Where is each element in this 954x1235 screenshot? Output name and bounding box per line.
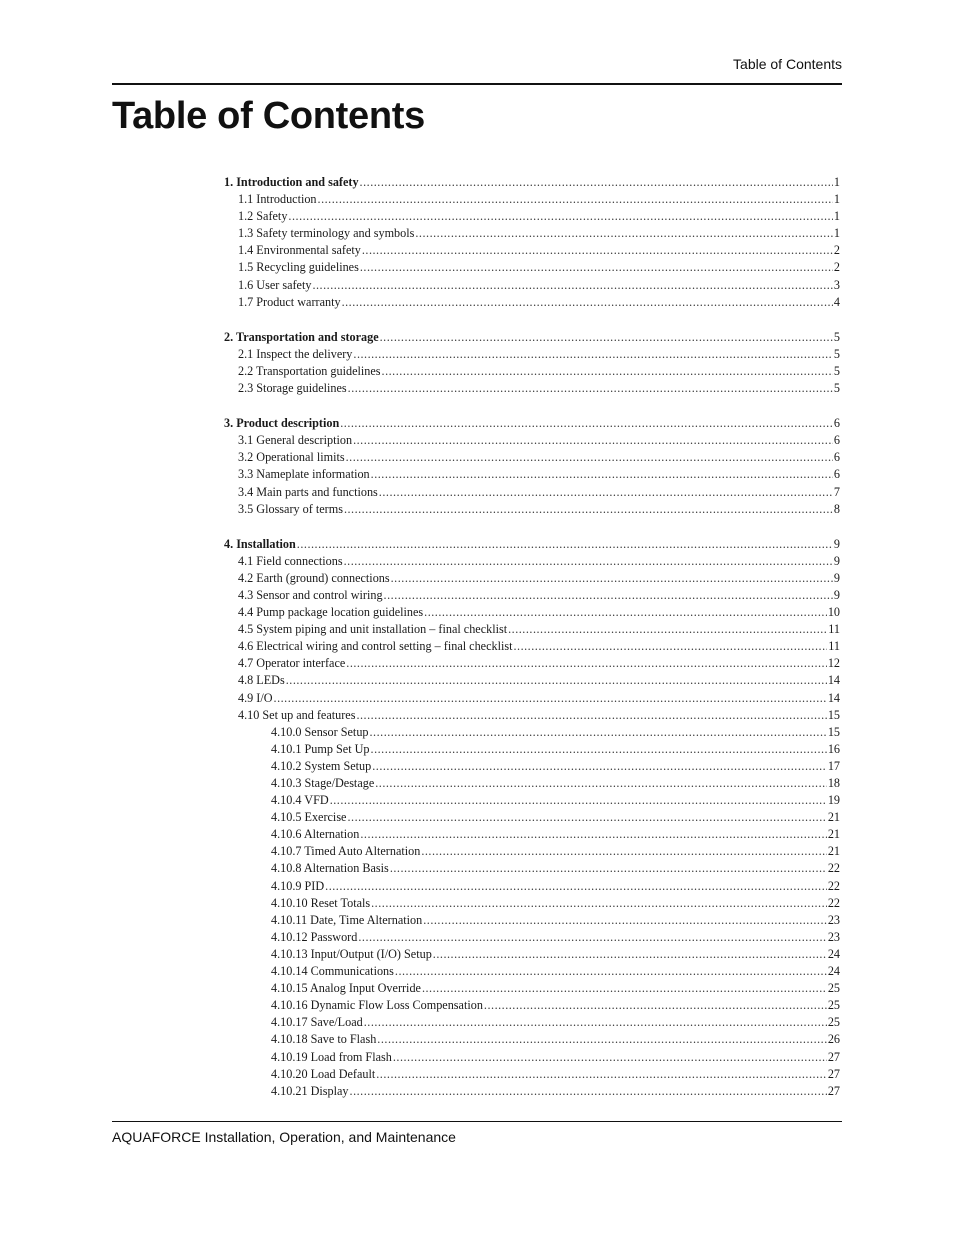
footer-rule [112, 1121, 842, 1122]
toc-page-number: 9 [833, 536, 840, 551]
dot-leader [342, 294, 833, 311]
toc-entry[interactable] [224, 946, 840, 963]
dot-leader [423, 912, 827, 929]
dot-leader [393, 1049, 827, 1066]
dot-leader [391, 570, 833, 587]
toc-entry[interactable] [224, 225, 840, 242]
toc-entry[interactable] [224, 843, 840, 860]
dot-leader [312, 277, 832, 294]
toc-page-number: 5 [833, 346, 840, 361]
dot-leader [360, 174, 833, 191]
toc-entry[interactable] [224, 1014, 840, 1031]
toc-entry-title: 2. Transportation and storage [224, 329, 379, 344]
running-header: Table of Contents [733, 56, 842, 72]
toc-entry[interactable] [224, 758, 840, 775]
toc-entry-title: 1.6 User safety [238, 277, 312, 292]
toc-entry[interactable] [224, 208, 840, 225]
toc-page-number: 21 [827, 844, 840, 859]
toc-entry-title: 2.1 Inspect the delivery [238, 346, 353, 361]
toc-page-number: 22 [827, 861, 840, 876]
toc-page-number: 15 [827, 724, 840, 739]
toc-page-number: 25 [827, 1015, 840, 1030]
dot-leader [364, 1014, 827, 1031]
toc-entry-title: 3.4 Main parts and functions [238, 484, 378, 499]
dot-leader [360, 826, 826, 843]
toc-entry[interactable] [224, 860, 840, 877]
page-title: Table of Contents [112, 95, 425, 137]
toc-page-number: 14 [827, 690, 840, 705]
toc-entry-title: 4.10.20 Load Default [271, 1066, 376, 1081]
toc-entry[interactable] [224, 363, 840, 380]
toc-entry-title: 4.10.2 System Setup [271, 758, 372, 773]
toc-page-number: 23 [827, 912, 840, 927]
dot-leader [340, 415, 833, 432]
dot-leader [330, 792, 827, 809]
toc-page-number: 27 [827, 1083, 840, 1098]
dot-leader [377, 1031, 827, 1048]
toc-entry-title: 4.6 Electrical wiring and control setting – final checklist [238, 639, 513, 654]
toc-entry[interactable] [224, 1031, 840, 1048]
dot-leader [346, 449, 833, 466]
dot-leader [358, 929, 826, 946]
toc-entry-title: 4.10.15 Analog Input Override [271, 981, 421, 996]
toc-entry[interactable] [224, 672, 840, 689]
toc-entry[interactable] [224, 775, 840, 792]
dot-leader [325, 878, 827, 895]
toc-entry-title: 3. Product description [224, 416, 340, 431]
toc-entry-title: 1.3 Safety terminology and symbols [238, 226, 415, 241]
toc-page-number: 18 [827, 776, 840, 790]
dot-leader [433, 946, 827, 963]
toc-entry-title: 4.10.10 Reset Totals [271, 895, 371, 910]
dot-leader [350, 1083, 827, 1100]
toc-page-number: 26 [827, 1032, 840, 1047]
toc-entry[interactable] [224, 895, 840, 912]
toc-page-number: 23 [827, 929, 840, 944]
toc-page-number: 27 [827, 1049, 840, 1064]
dot-leader [421, 843, 827, 860]
toc-page-number: 22 [827, 895, 840, 910]
toc-entry[interactable] [224, 329, 840, 346]
toc-entry-title: 3.5 Glossary of terms [238, 501, 343, 516]
dot-leader [375, 775, 827, 792]
toc-entry[interactable] [224, 963, 840, 980]
dot-leader [372, 758, 827, 775]
toc-entry[interactable] [224, 1049, 840, 1066]
toc-entry[interactable] [224, 259, 840, 276]
toc-entry[interactable] [224, 912, 840, 929]
toc-entry[interactable] [224, 1066, 840, 1083]
toc-page-number: 5 [833, 363, 840, 378]
toc-page-number: 3 [833, 277, 840, 292]
toc-entry-title: 1.4 Environmental safety [238, 243, 361, 258]
dot-leader [318, 191, 833, 208]
toc-entry-title: 4.10 Set up and features [238, 707, 356, 722]
dot-leader [422, 980, 827, 997]
toc-page-number: 8 [833, 501, 840, 516]
toc-entry[interactable] [224, 191, 840, 208]
dot-leader [424, 604, 827, 621]
toc-page-number: 2 [833, 243, 840, 258]
toc-page-number: 21 [827, 810, 840, 825]
toc-entry-title: 1.2 Safety [238, 209, 288, 224]
toc-page-number: 7 [833, 484, 840, 499]
dot-leader [344, 501, 833, 518]
toc-entry[interactable] [224, 294, 840, 311]
toc-page-number: 24 [827, 964, 840, 979]
toc-entry-title: 4.10.19 Load from Flash [271, 1049, 392, 1064]
toc-entry-title: 4.10.12 Password [271, 929, 358, 944]
dot-leader [286, 672, 827, 689]
toc-page-number: 4 [833, 294, 840, 309]
toc-entry[interactable] [224, 809, 840, 826]
toc-entry[interactable] [224, 466, 840, 483]
toc-page-number: 2 [833, 260, 840, 275]
toc-entry[interactable] [224, 655, 840, 672]
toc-page-number: 25 [827, 998, 840, 1013]
toc-entry-title: 4.10.16 Dynamic Flow Loss Compensation [271, 998, 483, 1013]
toc-entry[interactable] [224, 638, 840, 655]
dot-leader [376, 1066, 827, 1083]
dot-leader [382, 363, 833, 380]
toc-entry-title: 2.3 Storage guidelines [238, 381, 347, 396]
dot-leader [371, 741, 827, 758]
footer-title: AQUAFORCE Installation, Operation, and Maintenance [112, 1129, 456, 1145]
toc-entry-title: 4.10.0 Sensor Setup [271, 724, 369, 739]
dot-leader [395, 963, 827, 980]
toc-page-number: 1 [833, 226, 840, 241]
toc-entry[interactable] [224, 826, 840, 843]
toc-entry-title: 4.10.5 Exercise [271, 810, 347, 825]
dot-leader [348, 380, 833, 397]
toc-page-number: 6 [833, 433, 840, 448]
toc-entry-title: 4.10.3 Stage/Destage [271, 776, 375, 790]
toc-page-number: 21 [827, 827, 840, 842]
toc-entry[interactable] [224, 690, 840, 707]
toc-entry-title: 4.10.6 Alternation [271, 827, 360, 842]
toc-entry-title: 4.10.9 PID [271, 878, 325, 893]
toc-entry[interactable] [224, 621, 840, 638]
toc-page-number: 1 [833, 175, 840, 189]
toc-entry-title: 1.1 Introduction [238, 192, 317, 207]
toc-page-number: 25 [827, 981, 840, 996]
dot-leader [371, 466, 833, 483]
toc-entry-title: 4.7 Operator interface [238, 656, 346, 671]
toc-page-number: 22 [827, 878, 840, 893]
toc-entry[interactable] [224, 792, 840, 809]
toc-entry-title: 4.2 Earth (ground) connections [238, 570, 390, 585]
toc-page-number: 24 [827, 946, 840, 961]
toc-entry[interactable] [224, 484, 840, 501]
toc-entry[interactable] [224, 553, 840, 570]
toc-entry[interactable] [224, 570, 840, 587]
dot-leader [274, 690, 827, 707]
toc-entry-title: 4.10.14 Communications [271, 964, 394, 979]
toc-page-number: 9 [833, 570, 840, 585]
toc-page-number: 15 [827, 707, 840, 722]
toc-page-number: 5 [833, 381, 840, 396]
toc-entry[interactable] [224, 878, 840, 895]
dot-leader [360, 259, 833, 276]
toc-entry[interactable] [224, 724, 840, 741]
toc-entry[interactable] [224, 929, 840, 946]
dot-leader [371, 895, 827, 912]
toc-page-number: 14 [827, 673, 840, 688]
toc-page-number: 1 [833, 192, 840, 207]
toc-page-number: 12 [827, 656, 840, 671]
toc-entry[interactable] [224, 604, 840, 621]
toc-page-number: 5 [833, 329, 840, 344]
toc-entry-title: 4.10.7 Timed Auto Alternation [271, 844, 421, 859]
table-of-contents [224, 174, 840, 1100]
toc-entry[interactable] [224, 1083, 840, 1100]
dot-leader [288, 208, 832, 225]
dot-leader [370, 724, 827, 741]
toc-entry[interactable] [224, 741, 840, 758]
toc-entry-title: 4.8 LEDs [238, 673, 285, 688]
toc-entry-title: 4.10.21 Display [271, 1083, 349, 1098]
dot-leader [353, 432, 833, 449]
toc-page-number: 6 [833, 467, 840, 482]
toc-entry[interactable] [224, 707, 840, 724]
toc-entry-title: 4.10.11 Date, Time Alternation [271, 912, 423, 927]
toc-page-number: 19 [827, 793, 840, 808]
dot-leader [508, 621, 827, 638]
dot-leader [513, 638, 827, 655]
toc-page-number: 11 [828, 639, 840, 654]
toc-entry[interactable] [224, 380, 840, 397]
dot-leader [353, 346, 833, 363]
toc-page-number: 16 [827, 741, 840, 756]
toc-page-number: 27 [827, 1066, 840, 1081]
toc-page-number: 6 [833, 450, 840, 465]
toc-entry[interactable] [224, 415, 840, 432]
toc-entry[interactable] [224, 432, 840, 449]
toc-entry-title: 4.10.17 Save/Load [271, 1015, 363, 1030]
toc-entry[interactable] [224, 536, 840, 553]
toc-entry[interactable] [224, 277, 840, 294]
toc-entry[interactable] [224, 501, 840, 518]
dot-leader [297, 536, 833, 553]
dot-leader [379, 484, 833, 501]
toc-entry-title: 2.2 Transportation guidelines [238, 363, 381, 378]
toc-entry-title: 3.2 Operational limits [238, 450, 345, 465]
toc-page-number: 17 [827, 758, 840, 773]
toc-page-number: 11 [828, 622, 840, 637]
toc-page-number: 10 [827, 605, 840, 620]
toc-entry-title: 4.10.13 Input/Output (I/O) Setup [271, 946, 432, 961]
dot-leader [415, 225, 833, 242]
toc-page-number: 9 [833, 553, 840, 568]
toc-entry-title: 3.3 Nameplate information [238, 467, 370, 482]
toc-entry-title: 4. Installation [224, 536, 296, 551]
dot-leader [346, 655, 827, 672]
toc-entry-title: 4.4 Pump package location guidelines [238, 605, 424, 620]
dot-leader [380, 329, 833, 346]
toc-entry-title: 1.5 Recycling guidelines [238, 260, 359, 275]
toc-entry[interactable] [224, 449, 840, 466]
dot-leader [384, 587, 833, 604]
dot-leader [356, 707, 826, 724]
toc-entry-title: 4.3 Sensor and control wiring [238, 587, 383, 602]
toc-entry-title: 4.1 Field connections [238, 553, 343, 568]
header-rule [112, 83, 842, 85]
dot-leader [347, 809, 826, 826]
dot-leader [484, 997, 827, 1014]
toc-entry[interactable] [224, 242, 840, 259]
toc-entry[interactable] [224, 346, 840, 363]
toc-entry[interactable] [224, 174, 840, 191]
toc-entry-title: 4.9 I/O [238, 690, 273, 705]
toc-entry[interactable] [224, 587, 840, 604]
toc-entry[interactable] [224, 980, 840, 997]
toc-page-number: 6 [833, 416, 840, 431]
toc-entry-title: 4.10.1 Pump Set Up [271, 741, 370, 756]
toc-entry-title: 1. Introduction and safety [224, 175, 359, 189]
toc-entry-title: 4.10.8 Alternation Basis [271, 861, 389, 876]
toc-page-number: 1 [833, 209, 840, 224]
dot-leader [390, 860, 827, 877]
toc-page-number: 9 [833, 587, 840, 602]
toc-entry-title: 1.7 Product warranty [238, 294, 341, 309]
toc-entry-title: 4.5 System piping and unit installation – final checklist [238, 622, 508, 637]
toc-entry-title: 4.10.18 Save to Flash [271, 1032, 377, 1047]
toc-entry-title: 3.1 General description [238, 433, 353, 448]
toc-entry[interactable] [224, 997, 840, 1014]
toc-entry-title: 4.10.4 VFD [271, 793, 329, 808]
dot-leader [362, 242, 833, 259]
dot-leader [344, 553, 833, 570]
